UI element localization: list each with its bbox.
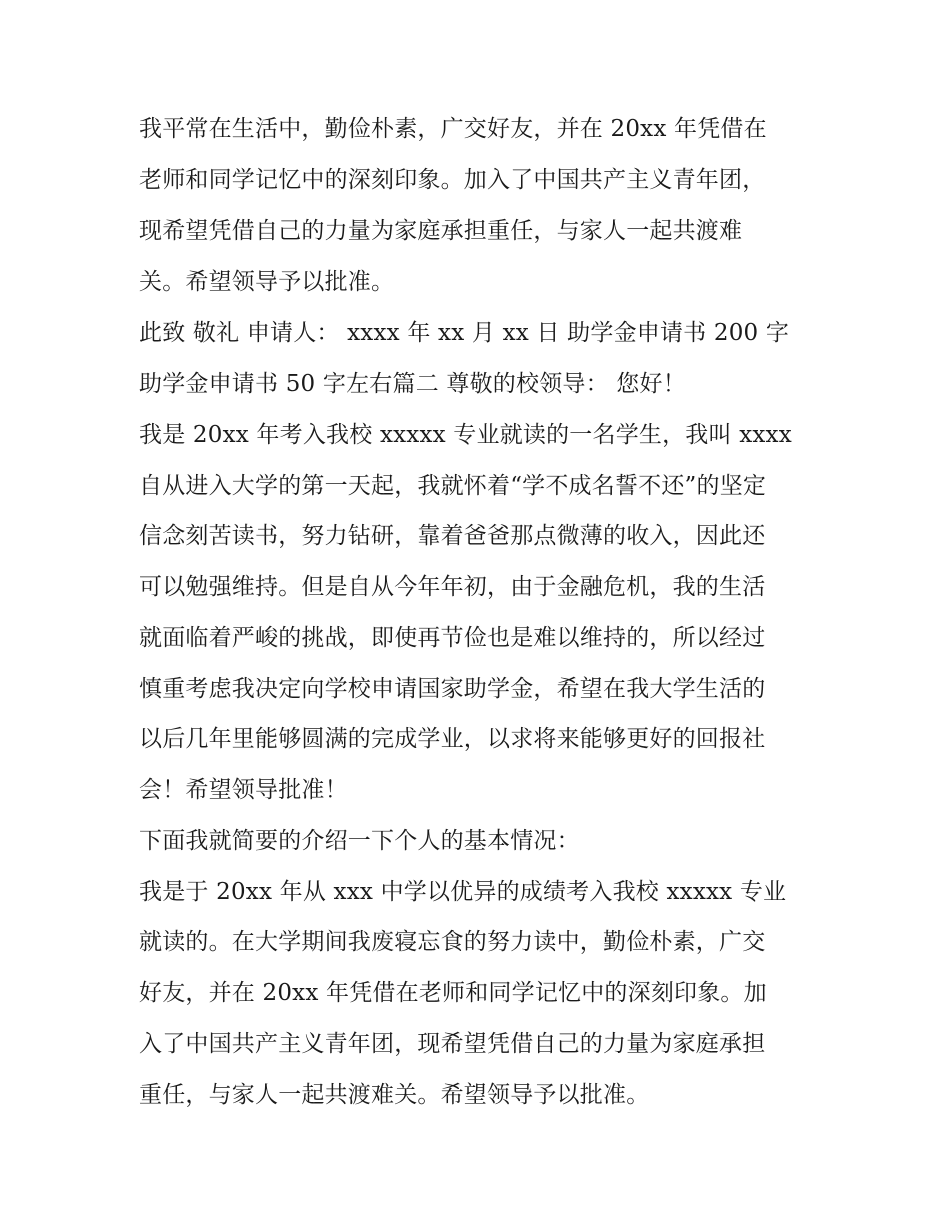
text-line-11: 就面临着严峻的挑战，即使再节俭也是难以维持的，所以经过 (139, 625, 766, 651)
text-line-18: 好友，并在 20xx 年凭借在老师和同学记忆中的深刻印象。加 (139, 980, 767, 1006)
text-line-10: 可以勉强维持。但是自从今年年初，由于金融危机，我的生活 (139, 574, 766, 600)
text-line-16: 我是于 20xx 年从 xxx 中学以优异的成绩考入我校 xxxxx 专业 (139, 879, 787, 905)
text-line-3: 现希望凭借自己的力量为家庭承担重任，与家人一起共渡难 (139, 218, 743, 244)
text-line-20: 重任，与家人一起共渡难关。希望领导予以批准。 (139, 1082, 650, 1108)
text-line-12: 慎重考虑我决定向学校申请国家助学金，希望在我大学生活的 (139, 676, 766, 702)
text-line-5: 此致 敬礼 申请人： xxxx 年 xx 月 xx 日 助学金申请书 200 字 (139, 320, 790, 346)
text-line-8: 自从进入大学的第一天起，我就怀着“学不成名誓不还”的坚定 (139, 473, 767, 499)
text-line-7: 我是 20xx 年考入我校 xxxxx 专业就读的一名学生，我叫 xxxx (139, 422, 792, 448)
text-line-17: 就读的。在大学期间我废寝忘食的努力读中，勤俭朴素，广交 (139, 929, 766, 955)
text-line-13: 以后几年里能够圆满的完成学业，以求将来能够更好的回报社 (139, 726, 766, 752)
text-line-14: 会！希望领导批准！ (139, 777, 348, 803)
text-line-1: 我平常在生活中，勤俭朴素，广交好友，并在 20xx 年凭借在 (139, 116, 767, 142)
text-line-6: 助学金申请书 50 字左右篇二 尊敬的校领导： 您好！ (139, 371, 686, 397)
text-line-15: 下面我就简要的介绍一下个人的基本情况： (139, 828, 580, 854)
text-line-4: 关。希望领导予以批准。 (139, 269, 395, 295)
text-line-9: 信念刻苦读书，努力钻研，靠着爸爸那点微薄的收入，因此还 (139, 523, 766, 549)
text-line-19: 入了中国共产主义青年团，现希望凭借自己的力量为家庭承担 (139, 1031, 766, 1057)
text-line-2: 老师和同学记忆中的深刻印象。加入了中国共产主义青年团， (139, 167, 766, 193)
